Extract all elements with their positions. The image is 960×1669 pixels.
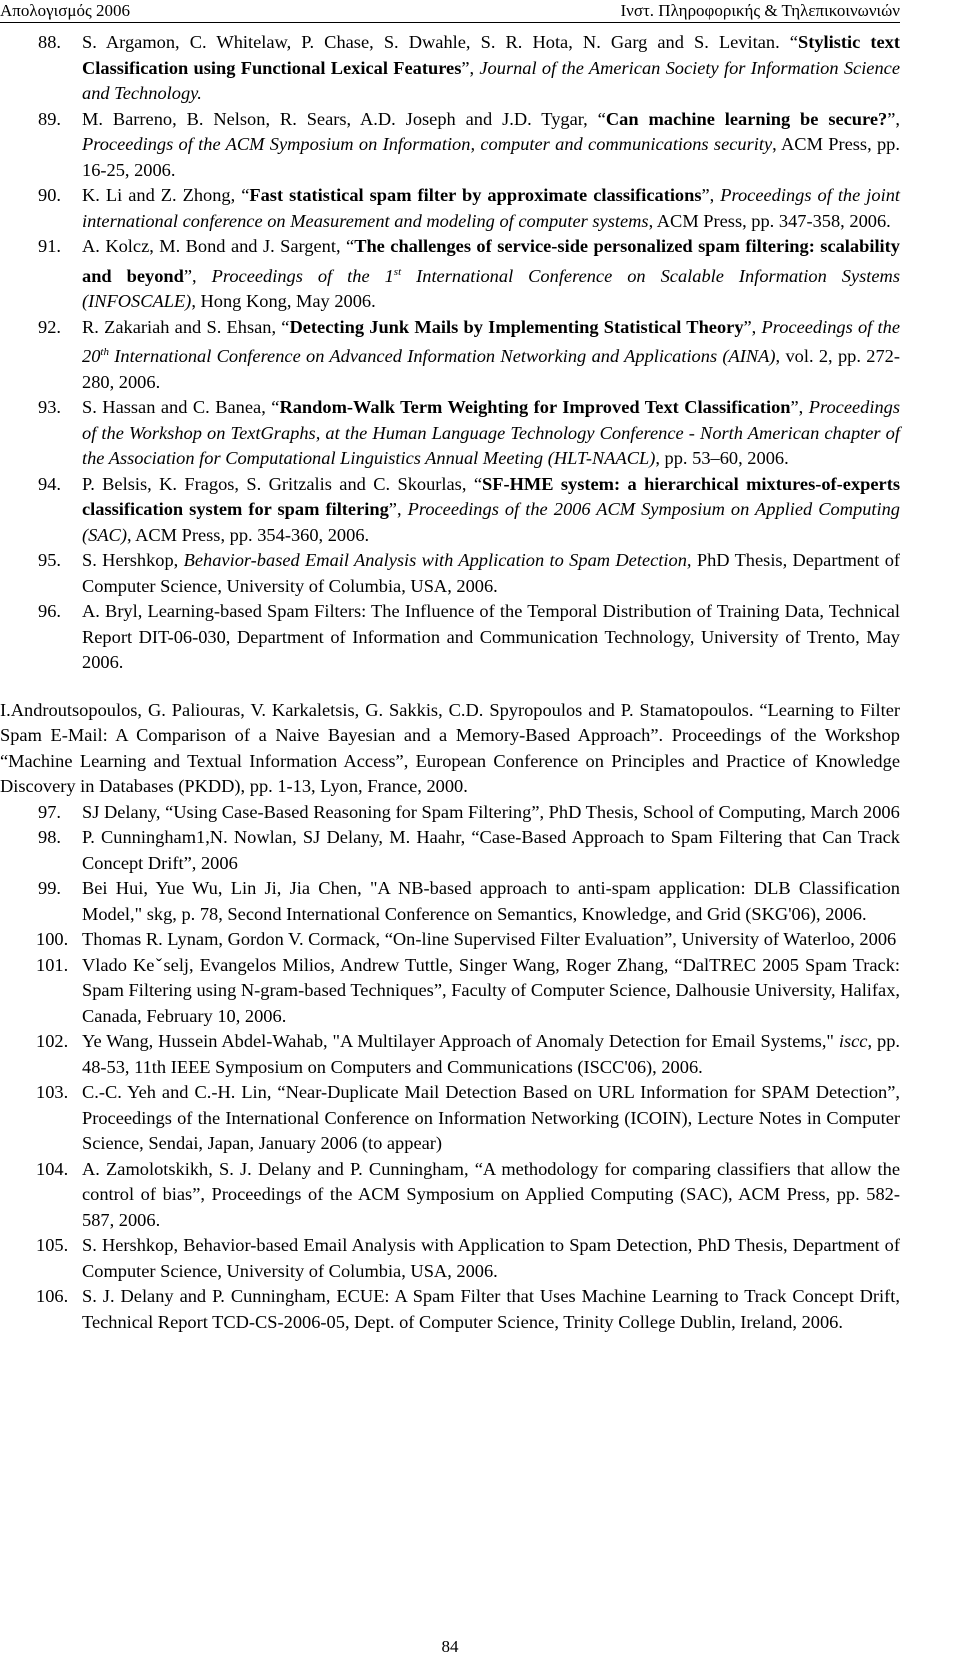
reference-venue: Proceedings of the joint international conference on Measurement and modeling of computer systems	[82, 185, 901, 231]
reference-number: 101.	[36, 954, 69, 975]
references-group-b	[0, 800, 900, 1336]
reference-item	[0, 1233, 900, 1284]
reference-segment: SJ Delany, “Using Case-Based Reasoning for Spam Filtering”, PhD Thesis, School of Computing, March 2006	[82, 801, 900, 822]
reference-title: Can machine learning be secure?	[605, 108, 888, 129]
reference-text	[82, 474, 900, 545]
reference-number: 106.	[36, 1286, 69, 1307]
reference-segment: Vlado Keˇselj, Evangelos Milios, Andrew Tuttle, Singer Wang, Roger Zhang, “DalTREC 2005 Spam Track: Spam Filtering using N-gram-based Techniques”, Faculty of Computer Science, Dalhousie University, Halifax, Canada, February 10, 2006.	[82, 954, 900, 1026]
reference-text	[82, 550, 900, 596]
reference-segment: M. Barreno, B. Nelson, R. Sears, A.D. Joseph and J.D. Tygar, “	[82, 108, 606, 129]
reference-venue: International Conference on Advanced Information Networking and Applications (AINA)	[108, 346, 776, 367]
reference-segment: ”,	[887, 108, 900, 129]
reference-number: 102.	[36, 1031, 69, 1052]
page-number: 84	[441, 1637, 459, 1656]
reference-segment: ”,	[790, 397, 809, 418]
reference-text	[82, 1286, 900, 1332]
reference-venue: Behavior-based Email Analysis with Application to Spam Detection,	[183, 550, 692, 571]
reference-segment: S. Hershkop, Behavior-based Email Analysis with Application to Spam Detection, PhD Thesis, Department of Computer Science, University of Columbia, USA, 2006.	[82, 1235, 900, 1281]
reference-number: 100.	[36, 929, 69, 950]
reference-venue: Proceedings of the 20	[82, 316, 900, 367]
reference-segment: Bei Hui, Yue Wu, Lin Ji, Jia Chen, "A NB-based approach to anti-spam application: DLB Classification Model," skg, p. 78, Second International Conference on Semantics, Knowledge, and Grid (SKG'06), 2006.	[82, 878, 900, 924]
reference-number: 104.	[36, 1158, 69, 1179]
reference-number: 99.	[38, 878, 61, 899]
reference-number: 96.	[38, 601, 61, 622]
reference-segment: ”,	[388, 499, 408, 520]
reference-segment: , Hong Kong, May 2006.	[191, 291, 376, 312]
reference-text	[82, 827, 900, 873]
reference-text	[82, 955, 900, 1026]
reference-item	[0, 599, 900, 676]
reference-number: 103.	[36, 1082, 69, 1103]
unnumbered-reference: I.Androutsopoulos, G. Paliouras, V. Karkaletsis, G. Sakkis, C.D. Spyropoulos and P. Stamatopoulos. “Learning to Filter Spam E-Mail: A Comparison of a Naive Bayesian and a Memory-Based Approach”. Proceedings of the Workshop “Machine Learning and Textual Information Access”, European Conference on Principles and Practice of Knowledge Discovery in Databases (PKDD), pp. 1-13, Lyon, France, 2000.	[0, 699, 900, 797]
reference-number: 89.	[38, 108, 61, 129]
header-right-title: Ινστ. Πληροφορικής & Τηλεπικοινωνιών	[620, 1, 900, 20]
reference-number: 97.	[38, 801, 61, 822]
reference-segment: S. J. Delany and P. Cunningham, ECUE: A Spam Filter that Uses Machine Learning to Track Concept Drift, Technical Report TCD-CS-2006-05, Dept. of Computer Science, Trinity College Dublin, Ireland, 2006.	[82, 1286, 900, 1332]
reference-number: 94.	[38, 473, 61, 494]
reference-title: Stylistic text Classification using Functional Lexical Features	[82, 32, 900, 78]
reference-venue: Journal of the American Society for Information Science and Technology.	[82, 57, 900, 103]
reference-venue: International Conference on Scalable Information Systems (INFOSCALE)	[82, 265, 900, 312]
reference-number: 98.	[38, 827, 61, 848]
reference-segment: , ACM Press, pp. 347-358, 2006.	[648, 210, 891, 231]
reference-venue: Proceedings of the Workshop on TextGraphs, at the Human Language Technology Conference - North American chapter of the Association for Computational Linguistics Annual Meeting (HLT-NAACL)	[82, 397, 900, 469]
reference-segment: A. Bryl, Learning-based Spam Filters: The Influence of the Temporal Distribution of Training Data, Technical Report DIT-06-030, Department of Information and Communication Technology, University of Trento, May 2006.	[82, 601, 900, 673]
reference-segment: A. Kolcz, M. Bond and J. Sargent, “	[82, 236, 355, 256]
reference-number: 93.	[38, 397, 61, 418]
reference-text	[82, 1159, 900, 1230]
reference-segment: Ye Wang, Hussein Abdel-Wahab, "A Multilayer Approach of Anomaly Detection for Email Systems,"	[82, 1031, 839, 1052]
reference-text	[82, 929, 896, 949]
header-left-title: Απολογισμός 2006	[0, 1, 130, 20]
reference-text	[82, 878, 900, 924]
reference-segment: ”,	[183, 265, 212, 286]
reference-segment: , pp. 53–60, 2006.	[655, 448, 789, 469]
reference-segment: A. Zamolotskikh, S. J. Delany and P. Cunningham, “A methodology for comparing classifiers that allow the control of bias”, Proceedings of the ACM Symposium on Applied Computing (SAC), ACM Press, pp. 582-587, 2006.	[82, 1158, 900, 1230]
reference-item	[0, 183, 900, 234]
reference-segment: Thomas R. Lynam, Gordon V. Cormack, “On-line Supervised Filter Evaluation”, University of Waterloo, 2006	[82, 929, 897, 950]
reference-text	[82, 185, 900, 231]
reference-segment: C.-C. Yeh and C.-H. Lin, “Near-Duplicate Mail Detection Based on URL Information for SPAM Detection”, Proceedings of the International Conference on Information Networking (ICOIN), Lecture Notes in Computer Science, Sendai, Japan, January 2006 (to appear)	[82, 1082, 900, 1154]
reference-segment: S. Hassan and C. Banea, “	[82, 397, 280, 418]
reference-item	[0, 30, 900, 107]
reference-item	[0, 825, 900, 876]
reference-segment: , pp. 48-53, 11th IEEE Symposium on Computers and Communications (ISCC'06), 2006.	[82, 1031, 900, 1077]
running-header	[0, 0, 900, 23]
references-group-a	[0, 30, 900, 676]
reference-item	[0, 876, 900, 927]
reference-text	[82, 236, 900, 311]
reference-number: 92.	[38, 316, 61, 337]
reference-item	[0, 800, 900, 826]
reference-title: SF-HME system: a hierarchical mixtures-of-experts classification system for spam filtering	[82, 473, 900, 520]
reference-venue: th	[100, 346, 109, 359]
reference-number: 91.	[38, 236, 61, 256]
reference-text	[82, 109, 900, 180]
reference-segment: P. Cunningham1,N. Nowlan, SJ Delany, M. Haahr, “Case-Based Approach to Spam Filtering that Can Track Concept Drift”, 2006	[82, 827, 900, 873]
reference-item	[0, 548, 900, 599]
reference-number: 95.	[38, 550, 61, 571]
reference-title: Detecting Junk Mails by Implementing Statistical Theory	[289, 316, 744, 337]
reference-segment: R. Zakariah and S. Ehsan, “	[82, 316, 290, 337]
reference-item	[0, 1029, 900, 1080]
reference-text	[82, 601, 900, 672]
reference-segment: S. Hershkop,	[82, 550, 184, 571]
reference-item	[0, 315, 900, 396]
reference-segment: , ACM Press, pp. 16-25, 2006.	[82, 134, 900, 180]
reference-text	[82, 802, 900, 822]
reference-number: 88.	[38, 32, 61, 52]
reference-item	[0, 1284, 900, 1335]
reference-segment: , vol. 2, pp. 272-280, 2006.	[82, 346, 900, 392]
reference-item	[0, 395, 900, 472]
reference-text	[82, 1031, 900, 1077]
reference-title: Fast statistical spam filter by approximate classifications	[249, 185, 702, 205]
reference-venue: st	[393, 265, 402, 278]
reference-segment: , ACM Press, pp. 354-360, 2006.	[126, 524, 370, 545]
reference-venue: Proceedings of the 1	[211, 265, 394, 286]
reference-number: 105.	[36, 1235, 69, 1256]
reference-text	[82, 1235, 900, 1281]
reference-number: 90.	[38, 185, 61, 205]
reference-item	[0, 234, 900, 315]
reference-item	[0, 107, 900, 184]
reference-venue: Proceedings of the 2006 ACM Symposium on Applied Computing (SAC)	[82, 499, 900, 545]
reference-list	[0, 30, 900, 1335]
reference-item	[0, 1157, 900, 1234]
reference-text	[82, 397, 900, 468]
reference-item	[0, 472, 900, 549]
reference-text	[82, 1082, 900, 1153]
reference-segment: ”,	[701, 185, 721, 205]
reference-title: Random-Walk Term Weighting for Improved Text Classification	[279, 397, 791, 418]
reference-segment: PhD Thesis, Department of Computer Science, University of Columbia, USA, 2006.	[82, 550, 901, 596]
reference-segment: ”,	[461, 57, 480, 78]
reference-segment: ”,	[743, 316, 762, 337]
reference-item	[0, 953, 900, 1030]
reference-venue: iscc	[838, 1031, 868, 1052]
reference-text	[82, 32, 900, 103]
reference-text	[82, 317, 900, 392]
reference-title: The challenges of service-side personalized spam filtering: scalability and beyond	[82, 236, 900, 286]
reference-segment: P. Belsis, K. Fragos, S. Gritzalis and C. Skourlas, “	[82, 473, 482, 494]
reference-segment: S. Argamon, C. Whitelaw, P. Chase, S. Dwahle, S. R. Hota, N. Garg and S. Levitan. “	[82, 32, 798, 52]
reference-venue: Proceedings of the ACM Symposium on Information, computer and communications security	[82, 134, 773, 154]
reference-segment: K. Li and Z. Zhong, “	[82, 185, 250, 205]
reference-item	[0, 1080, 900, 1157]
reference-item	[0, 927, 900, 953]
